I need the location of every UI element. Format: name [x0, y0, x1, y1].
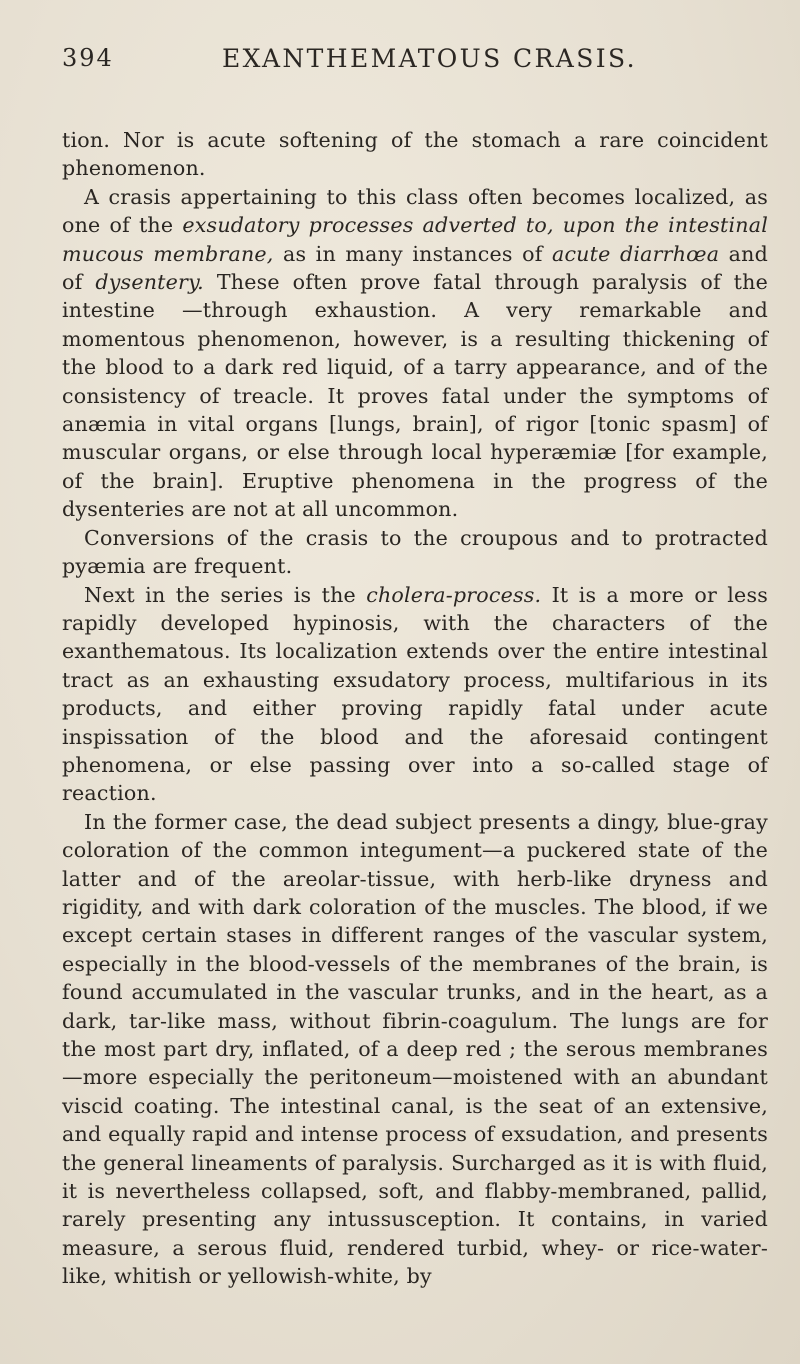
- italic-phrase: acute diarrhœa: [551, 241, 720, 266]
- italic-phrase: cholera-process.: [366, 582, 542, 607]
- paragraph: Next in the series is the cholera-process. It is a more or less rapidly developed hypinosis, with the characters of the exanthematous. Its localization extends over the entire intestinal tract as an exhausting exsudatory process, multifarious in its products, and either proving rapidly fatal under acute inspissation of the blood and the aforesaid contingent phenomena, or else passing over into a so-called stage of reaction.: [62, 582, 768, 806]
- running-head: [62, 44, 768, 84]
- italic-phrase: dysentery.: [95, 270, 204, 295]
- paragraph: In the former case, the dead subject presents a dingy, blue-gray coloration of the common integument—a puckered state of the latter and of the areolar-tissue, with herb-like dryness and rigidity, and with dark coloration of the muscles. The blood, if we except certain stases in different ranges of the vascular system, especially in the blood-vessels of the membranes of the brain, is found accumulated in the vascular trunks, and in the heart, as a dark, tar-like mass, without fibrin-coagulum. The lungs are for the most part dry, inflated, of a deep red ; the serous membranes—more especially the peritoneum—moistened with an abundant viscid coating. The intestinal canal, is the seat of an extensive, and equally rapid and intense process of exsudation, and presents the general lineaments of paralysis. Surcharged as it is with fluid, it is nevertheless collapsed, soft, and flabby-membraned, pallid, rarely presenting any intussusception. It contains, in varied measure, a serous fluid, rendered turbid, whey- or rice-water-like, whitish or yellowish-white, by: [62, 809, 768, 1289]
- paragraph: Conversions of the crasis to the croupous and to protracted pyæmia are frequent.: [62, 525, 768, 579]
- paragraph: tion. Nor is acute softening of the stomach a rare coincident phenomenon.: [62, 128, 768, 181]
- body-text: [62, 126, 768, 1291]
- italic-phrase: exsudatory processes adverted to, upon the intestinal mucous membrane,: [62, 213, 768, 266]
- book-page: [62, 44, 768, 1291]
- paragraph: A crasis appertaining to this class often becomes localized, as one of the exsudatory processes adverted to, upon the intestinal mucous membrane, as in many instances of acute diarrhœa and of dysentery. These often prove fatal through paralysis of the intestine —through exhaustion. A very remarkable and momentous phenomenon, however, is a resulting thickening of the blood to a dark red liquid, of a tarry appearance, and of the consistency of treacle. It proves fatal under the symptoms of anæmia in vital organs [lungs, brain], of rigor [tonic spasm] of muscular organs, or else through local hyperæmiæ [for example, of the brain]. Eruptive phenomena in the progress of the dysenteries are not at all uncommon.: [62, 184, 768, 522]
- page-number: 394: [62, 44, 114, 72]
- running-title: EXANTHEMATOUS CRASIS.: [222, 44, 637, 73]
